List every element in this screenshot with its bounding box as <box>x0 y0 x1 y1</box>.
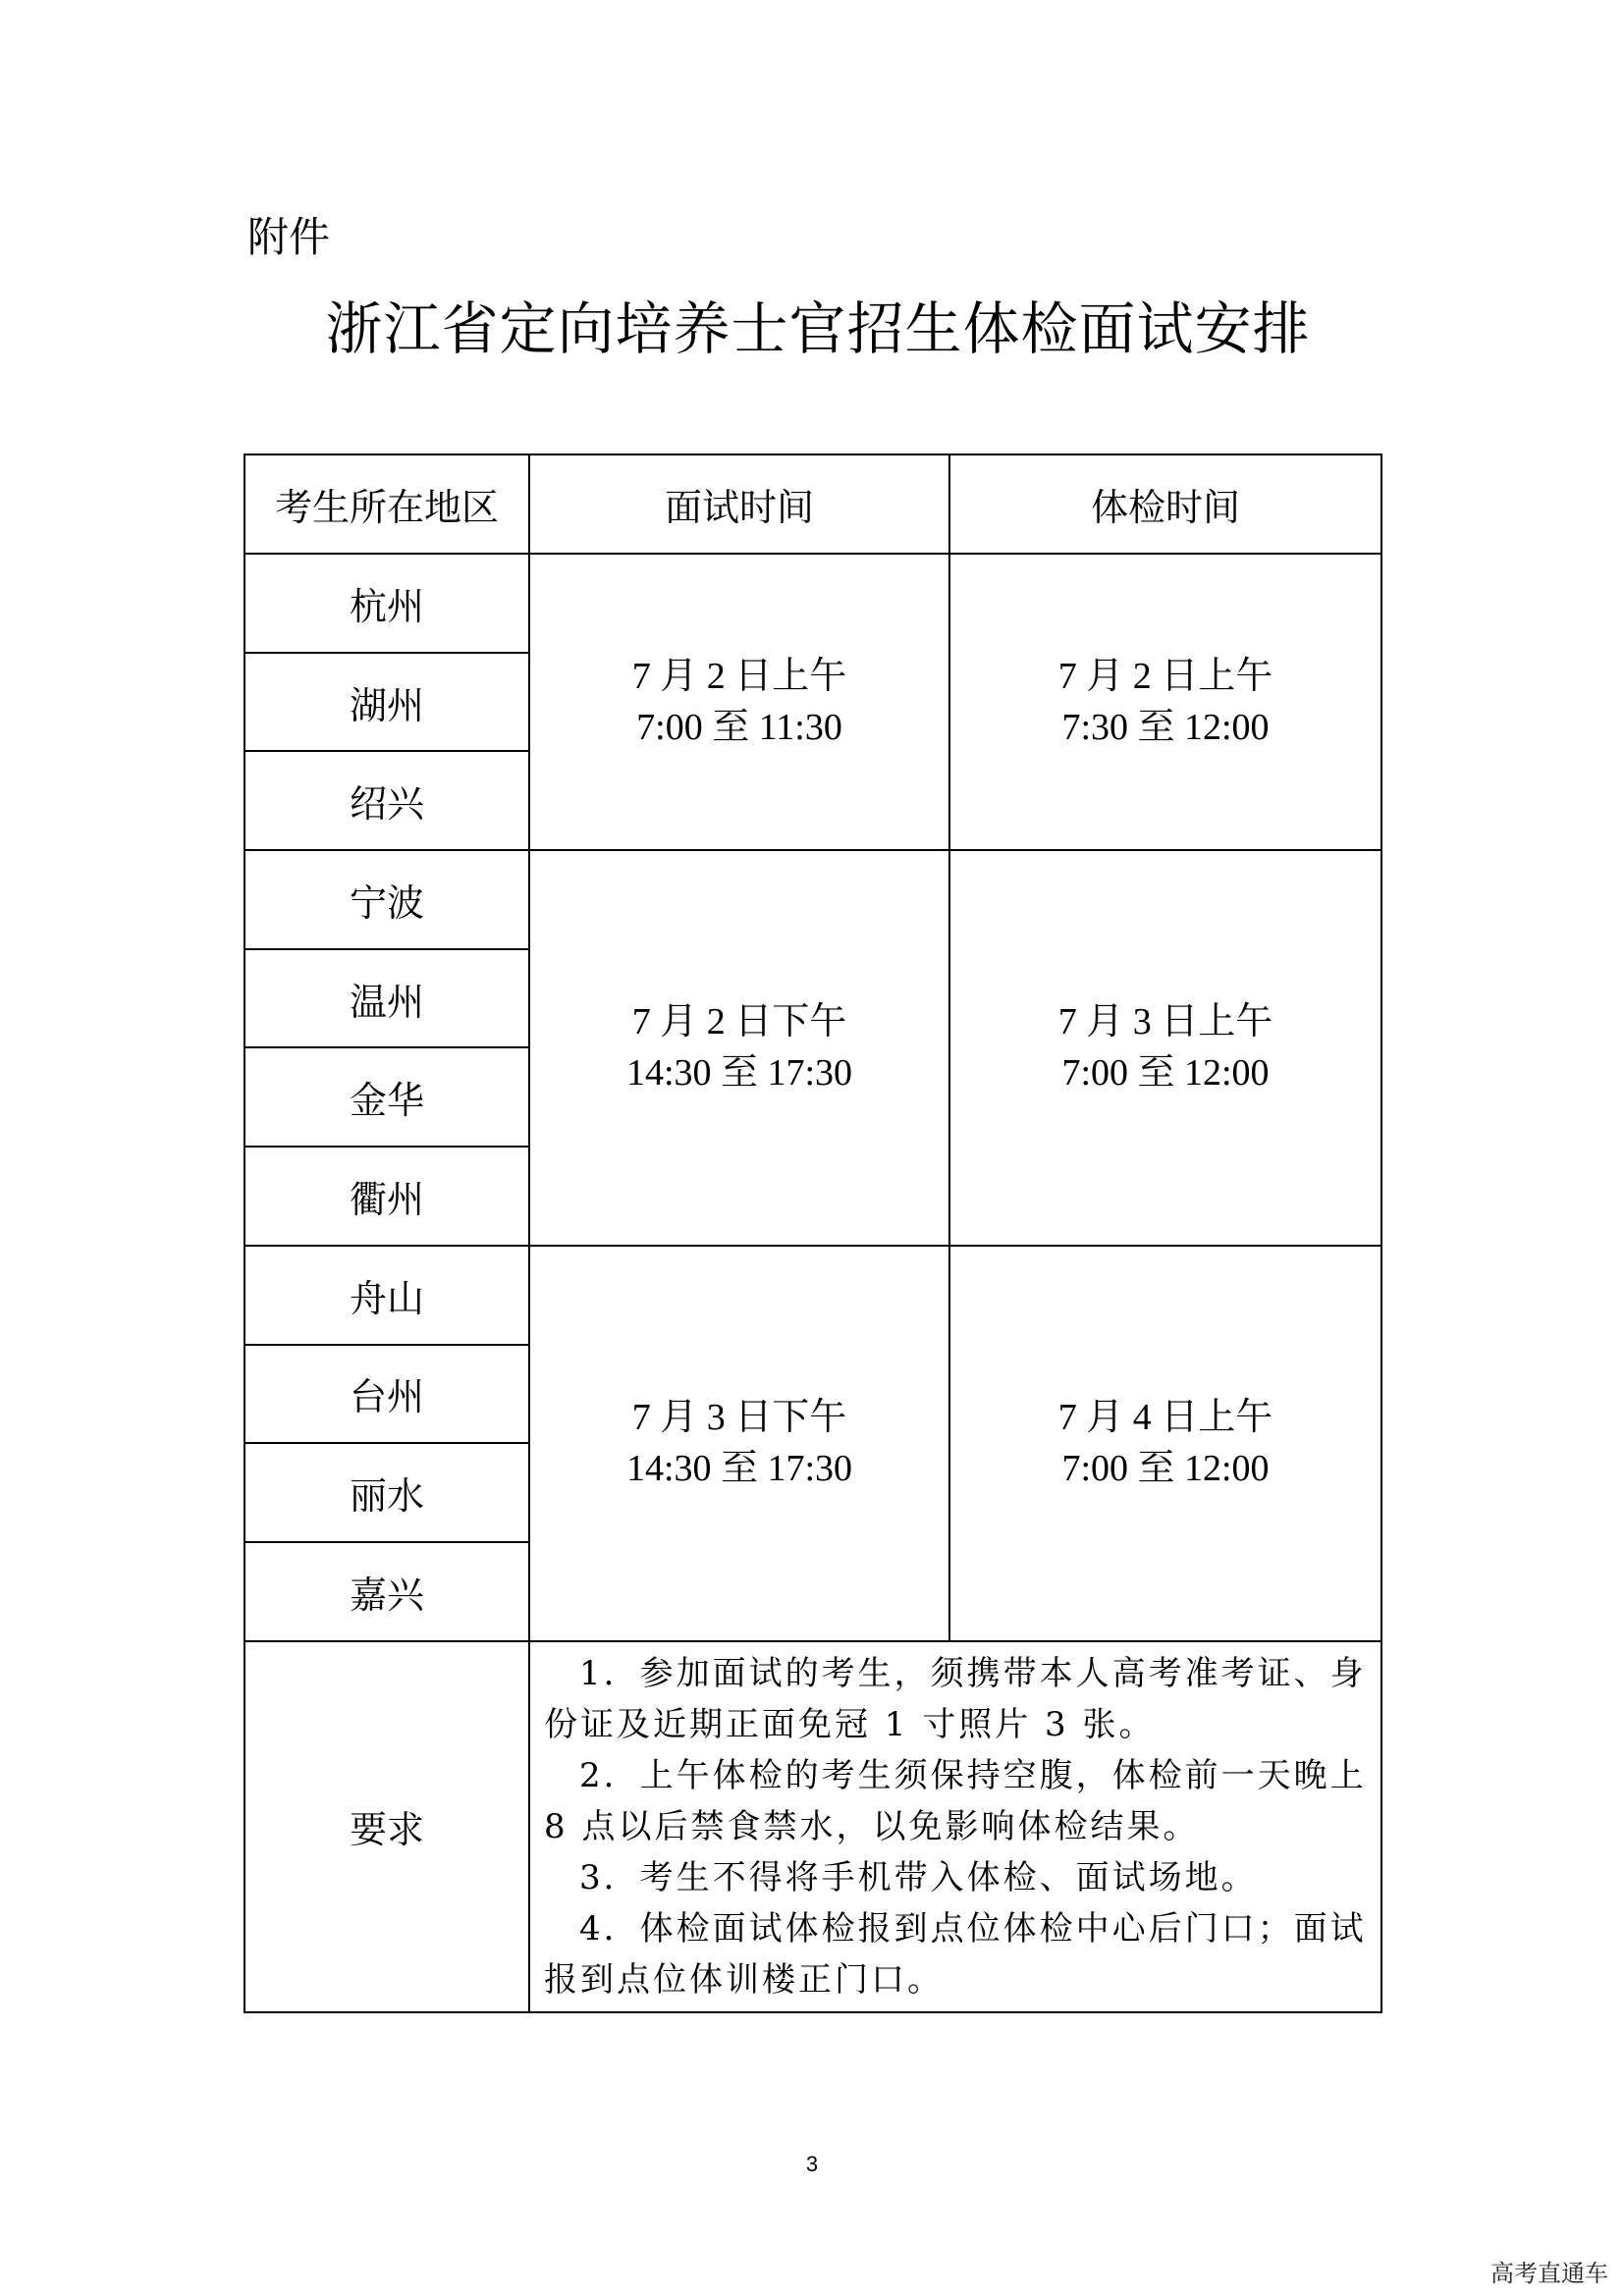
exam-time-cell <box>949 850 1381 1246</box>
exam-time-range: 7:00 至 12:00 <box>1061 1448 1270 1490</box>
interview-time-range: 14:30 至 17:30 <box>625 1052 853 1095</box>
region-cell: 湖州 <box>244 653 529 752</box>
exam-time-cell <box>949 554 1381 850</box>
interview-date: 7 月 2 日下午 <box>631 1001 847 1043</box>
page-number: 3 <box>805 2152 819 2176</box>
exam-time-range: 7:30 至 12:00 <box>1061 707 1270 749</box>
interview-date: 7 月 3 日下午 <box>631 1397 847 1439</box>
table-row <box>244 554 1381 653</box>
requirement-item: 1．参加面试的考生，须携带本人高考准考证、身份证及近期正面免冠 1 寸照片 3 张。 <box>544 1653 1367 1744</box>
watermark: 高考直通车 <box>1490 2260 1608 2287</box>
requirements-content <box>529 1641 1381 2012</box>
region-cell: 台州 <box>244 1345 529 1444</box>
region-cell: 金华 <box>244 1047 529 1147</box>
table-header-row <box>244 454 1381 554</box>
header-interview-time: 面试时间 <box>529 454 949 554</box>
interview-time-range: 7:00 至 11:30 <box>636 707 842 749</box>
region-cell: 绍兴 <box>244 751 529 850</box>
interview-time-cell <box>529 1246 949 1641</box>
requirement-item: 4．体检面试体检报到点位体检中心后门口；面试报到点位体训楼正门口。 <box>544 1908 1367 2000</box>
table-row <box>244 1246 1381 1345</box>
interview-time-range: 14:30 至 17:30 <box>625 1448 853 1490</box>
header-region: 考生所在地区 <box>244 454 529 554</box>
exam-date: 7 月 3 日上午 <box>1057 1001 1273 1043</box>
attachment-label: 附件 <box>247 213 331 261</box>
interview-time-cell <box>529 554 949 850</box>
region-cell: 嘉兴 <box>244 1542 529 1641</box>
region-cell: 宁波 <box>244 850 529 949</box>
interview-date: 7 月 2 日上午 <box>631 656 847 698</box>
exam-date: 7 月 2 日上午 <box>1057 656 1273 698</box>
table-row <box>244 850 1381 949</box>
region-cell: 杭州 <box>244 554 529 653</box>
region-cell: 丽水 <box>244 1443 529 1542</box>
region-cell: 衢州 <box>244 1147 529 1246</box>
document-title: 浙江省定向培养士官招生体检面试安排 <box>325 295 1311 362</box>
requirement-item: 2．上午体检的考生须保持空腹，体检前一天晚上 8 点以后禁食禁水，以免影响体检结果。 <box>544 1755 1367 1846</box>
header-exam-time: 体检时间 <box>949 454 1381 554</box>
exam-date: 7 月 4 日上午 <box>1057 1397 1273 1439</box>
requirement-item: 3．考生不得将手机带入体检、面试场地。 <box>579 1857 1258 1897</box>
exam-time-range: 7:00 至 12:00 <box>1061 1052 1270 1095</box>
requirements-row <box>244 1641 1381 2012</box>
interview-time-cell <box>529 850 949 1246</box>
schedule-table <box>244 454 1382 2013</box>
region-cell: 舟山 <box>244 1246 529 1345</box>
exam-time-cell <box>949 1246 1381 1641</box>
region-cell: 温州 <box>244 949 529 1048</box>
requirements-label: 要求 <box>244 1641 529 2012</box>
